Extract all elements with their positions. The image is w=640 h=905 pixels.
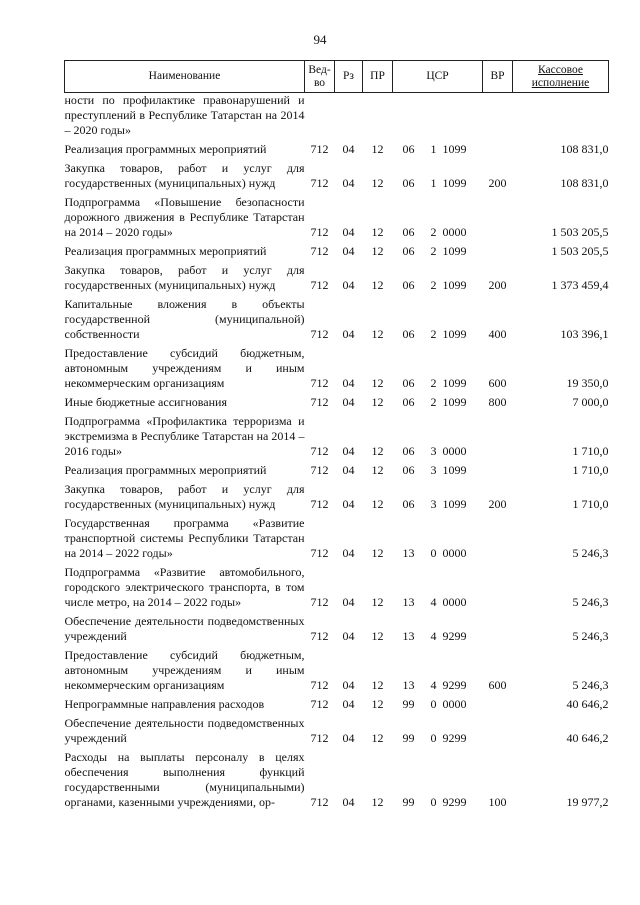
cell-pr: 12	[371, 444, 384, 458]
cell-name: Подпрограмма «Профилактика терроризма и экстремизма в Республике Татарстан на 2014 – 2016 годы»	[64, 414, 305, 458]
cell-c1: 06	[402, 376, 415, 390]
cell-vr	[483, 240, 513, 259]
cell-name: Подпрограмма «Развитие автомобильного, городского электрического транспорта, в том числе метро, на 2014 – 2022 годы»	[64, 565, 305, 609]
cell-name: Закупка товаров, работ и услуг для государственных (муниципальных) нужд	[64, 161, 305, 190]
table-row	[65, 259, 609, 293]
cell-c3: 1099	[442, 376, 467, 390]
cell-c2: 3	[430, 463, 437, 477]
cell-amount: 1 710,0	[572, 497, 609, 511]
cell-c3: 1099	[442, 278, 467, 292]
cell-amount	[513, 93, 609, 139]
page-number: 94	[313, 32, 327, 47]
cell-c3: 1099	[442, 244, 467, 258]
header-exec: Кассовое исполнение	[513, 61, 609, 93]
cell-rz: 04	[342, 376, 355, 390]
cell-c2	[425, 93, 443, 139]
cell-name: Реализация программных мероприятий	[64, 142, 267, 156]
cell-ved: 712	[310, 629, 329, 643]
cell-c1: 99	[402, 697, 415, 711]
cell-rz: 04	[342, 444, 355, 458]
cell-vr	[483, 712, 513, 746]
header-vr: ВР	[483, 61, 513, 93]
table-row	[65, 93, 609, 139]
cell-ved: 712	[310, 142, 329, 156]
cell-c2: 3	[430, 444, 437, 458]
table-row	[65, 157, 609, 191]
cell-name: Предоставление субсидий бюджетным, автономным учреждениям и иным некоммерческим организациям	[64, 346, 305, 390]
cell-rz: 04	[342, 327, 355, 341]
cell-c3	[443, 93, 483, 139]
cell-c1: 99	[402, 731, 415, 745]
cell-c1: 13	[402, 595, 415, 609]
table-row	[65, 410, 609, 459]
cell-name: Обеспечение деятельности подведомственных учреждений	[64, 716, 305, 745]
cell-vr	[483, 693, 513, 712]
cell-name: Реализация программных мероприятий	[64, 463, 267, 477]
cell-pr: 12	[371, 795, 384, 809]
cell-ved: 712	[310, 327, 329, 341]
cell-c2: 4	[430, 595, 437, 609]
cell-rz: 04	[342, 731, 355, 745]
table-row	[65, 342, 609, 391]
cell-vr	[483, 93, 513, 139]
cell-vr	[483, 138, 513, 157]
cell-rz	[335, 93, 363, 139]
cell-amount: 7 000,0	[572, 395, 609, 409]
cell-c2: 4	[430, 629, 437, 643]
cell-c1: 06	[402, 142, 415, 156]
cell-amount: 1 710,0	[572, 444, 609, 458]
cell-c2: 2	[430, 395, 437, 409]
cell-amount: 5 246,3	[572, 678, 609, 692]
cell-c1: 99	[402, 795, 415, 809]
cell-amount: 1 373 459,4	[551, 278, 609, 292]
header-rz: Рз	[335, 61, 363, 93]
cell-c2: 2	[430, 225, 437, 239]
cell-c2: 0	[430, 697, 437, 711]
cell-c3: 1099	[442, 327, 467, 341]
cell-c1: 13	[402, 546, 415, 560]
cell-pr	[363, 93, 393, 139]
cell-ved: 712	[310, 278, 329, 292]
cell-rz: 04	[342, 176, 355, 190]
cell-vr: 200	[488, 278, 507, 292]
cell-name: Реализация программных мероприятий	[64, 244, 267, 258]
cell-vr	[483, 610, 513, 644]
table-row	[65, 712, 609, 746]
cell-pr: 12	[371, 142, 384, 156]
cell-rz: 04	[342, 395, 355, 409]
cell-pr: 12	[371, 395, 384, 409]
cell-ved: 712	[310, 225, 329, 239]
cell-vr: 200	[488, 176, 507, 190]
cell-amount: 19 350,0	[566, 376, 609, 390]
cell-name: Подпрограмма «Повышение безопасности дорожного движения в Республике Татарстан на 2014 – 2020 годы»	[64, 195, 305, 239]
cell-amount: 19 977,2	[566, 795, 609, 809]
cell-vr: 600	[488, 678, 507, 692]
cell-pr: 12	[371, 595, 384, 609]
cell-ved	[305, 93, 335, 139]
cell-ved: 712	[310, 678, 329, 692]
cell-vr: 100	[488, 795, 507, 809]
cell-vr: 600	[488, 376, 507, 390]
cell-amount: 103 396,1	[560, 327, 609, 341]
cell-vr	[483, 459, 513, 478]
table-row	[65, 459, 609, 478]
cell-c2: 1	[430, 176, 437, 190]
cell-rz: 04	[342, 497, 355, 511]
cell-c2: 2	[430, 376, 437, 390]
cell-pr: 12	[371, 176, 384, 190]
cell-c1: 06	[402, 395, 415, 409]
cell-name: Расходы на выплаты персоналу в целях обеспечения выполнения функций государственными (муниципальными) органами, казенными учреждениями, ор-	[64, 750, 305, 809]
table-row	[65, 293, 609, 342]
cell-name: Закупка товаров, работ и услуг для государственных (муниципальных) нужд	[64, 482, 305, 511]
cell-amount: 40 646,2	[566, 697, 609, 711]
table-row	[65, 512, 609, 561]
cell-c3: 9299	[442, 795, 467, 809]
cell-pr: 12	[371, 629, 384, 643]
table-header-row	[65, 61, 609, 93]
cell-vr	[483, 561, 513, 610]
cell-ved: 712	[310, 463, 329, 477]
cell-name: Непрограммные направления расходов	[64, 697, 265, 711]
cell-amount: 1 503 205,5	[551, 244, 609, 258]
cell-c2: 1	[430, 142, 437, 156]
cell-pr: 12	[371, 376, 384, 390]
cell-c3: 1099	[442, 497, 467, 511]
cell-rz: 04	[342, 278, 355, 292]
table-row	[65, 610, 609, 644]
cell-rz: 04	[342, 697, 355, 711]
cell-ved: 712	[310, 244, 329, 258]
cell-c1: 13	[402, 629, 415, 643]
budget-table	[64, 60, 609, 810]
cell-c2: 2	[430, 278, 437, 292]
cell-rz: 04	[342, 244, 355, 258]
cell-c2: 0	[430, 546, 437, 560]
cell-pr: 12	[371, 327, 384, 341]
cell-rz: 04	[342, 546, 355, 560]
cell-name: Капитальные вложения в объекты государственной (муниципальной) собственности	[64, 297, 305, 341]
cell-amount: 108 831,0	[560, 176, 609, 190]
cell-c1: 06	[402, 244, 415, 258]
cell-pr: 12	[371, 546, 384, 560]
cell-name: Иные бюджетные ассигнования	[64, 395, 227, 409]
cell-c3: 1099	[442, 176, 467, 190]
cell-ved: 712	[310, 176, 329, 190]
cell-c2: 4	[430, 678, 437, 692]
header-name: Наименование	[65, 61, 305, 93]
header-csr: ЦСР	[393, 61, 483, 93]
cell-c1: 06	[402, 176, 415, 190]
cell-amount: 5 246,3	[572, 595, 609, 609]
cell-c3: 0000	[442, 225, 467, 239]
cell-name: Государственная программа «Развитие транспортной системы Республики Татарстан на 2014 – 2022 годы»	[64, 516, 305, 560]
cell-vr: 800	[488, 395, 507, 409]
cell-rz: 04	[342, 463, 355, 477]
cell-ved: 712	[310, 395, 329, 409]
cell-amount: 108 831,0	[560, 142, 609, 156]
cell-name: ности по профилактике правонарушений и преступлений в Республике Татарстан на 2014 – 2020 годы»	[64, 93, 305, 137]
table-row	[65, 240, 609, 259]
cell-c2: 0	[430, 731, 437, 745]
table-row	[65, 391, 609, 410]
cell-c1	[393, 93, 425, 139]
cell-vr	[483, 410, 513, 459]
cell-pr: 12	[371, 278, 384, 292]
cell-c3: 9299	[442, 678, 467, 692]
cell-name: Закупка товаров, работ и услуг для государственных (муниципальных) нужд	[64, 263, 305, 292]
cell-c1: 13	[402, 678, 415, 692]
cell-ved: 712	[310, 697, 329, 711]
cell-c1: 06	[402, 278, 415, 292]
cell-ved: 712	[310, 595, 329, 609]
cell-c1: 06	[402, 463, 415, 477]
cell-vr	[483, 512, 513, 561]
cell-c1: 06	[402, 327, 415, 341]
cell-rz: 04	[342, 142, 355, 156]
cell-pr: 12	[371, 497, 384, 511]
cell-c1: 06	[402, 497, 415, 511]
cell-amount: 40 646,2	[566, 731, 609, 745]
cell-c3: 1099	[442, 395, 467, 409]
cell-name: Обеспечение деятельности подведомственных учреждений	[64, 614, 305, 643]
cell-pr: 12	[371, 244, 384, 258]
cell-c2: 2	[430, 327, 437, 341]
cell-vr: 200	[488, 497, 507, 511]
table-row	[65, 138, 609, 157]
cell-c2: 2	[430, 244, 437, 258]
cell-vr: 400	[488, 327, 507, 341]
cell-rz: 04	[342, 595, 355, 609]
table-row	[65, 191, 609, 240]
cell-c3: 1099	[442, 463, 467, 477]
cell-c2: 0	[430, 795, 437, 809]
cell-amount: 5 246,3	[572, 546, 609, 560]
cell-c3: 0000	[442, 444, 467, 458]
cell-amount: 5 246,3	[572, 629, 609, 643]
cell-c2: 3	[430, 497, 437, 511]
cell-c3: 9299	[442, 629, 467, 643]
cell-name: Предоставление субсидий бюджетным, автономным учреждениям и иным некоммерческим организациям	[64, 648, 305, 692]
cell-c3: 0000	[442, 546, 467, 560]
cell-pr: 12	[371, 463, 384, 477]
cell-ved: 712	[310, 795, 329, 809]
cell-c3: 1099	[442, 142, 467, 156]
table-row	[65, 644, 609, 693]
cell-c1: 06	[402, 225, 415, 239]
cell-rz: 04	[342, 795, 355, 809]
cell-ved: 712	[310, 731, 329, 745]
cell-c3: 0000	[442, 595, 467, 609]
table-body	[65, 93, 609, 811]
cell-c3: 0000	[442, 697, 467, 711]
cell-ved: 712	[310, 444, 329, 458]
cell-rz: 04	[342, 629, 355, 643]
header-pr: ПР	[363, 61, 393, 93]
cell-ved: 712	[310, 497, 329, 511]
cell-pr: 12	[371, 697, 384, 711]
cell-pr: 12	[371, 678, 384, 692]
cell-rz: 04	[342, 678, 355, 692]
cell-vr	[483, 191, 513, 240]
cell-ved: 712	[310, 546, 329, 560]
cell-c3: 9299	[442, 731, 467, 745]
cell-amount: 1 710,0	[572, 463, 609, 477]
cell-pr: 12	[371, 225, 384, 239]
table-row	[65, 561, 609, 610]
header-ved: Вед- во	[305, 61, 335, 93]
cell-c1: 06	[402, 444, 415, 458]
table-row	[65, 478, 609, 512]
table-row	[65, 746, 609, 810]
cell-ved: 712	[310, 376, 329, 390]
cell-rz: 04	[342, 225, 355, 239]
cell-pr: 12	[371, 731, 384, 745]
table-row	[65, 693, 609, 712]
cell-amount: 1 503 205,5	[551, 225, 609, 239]
